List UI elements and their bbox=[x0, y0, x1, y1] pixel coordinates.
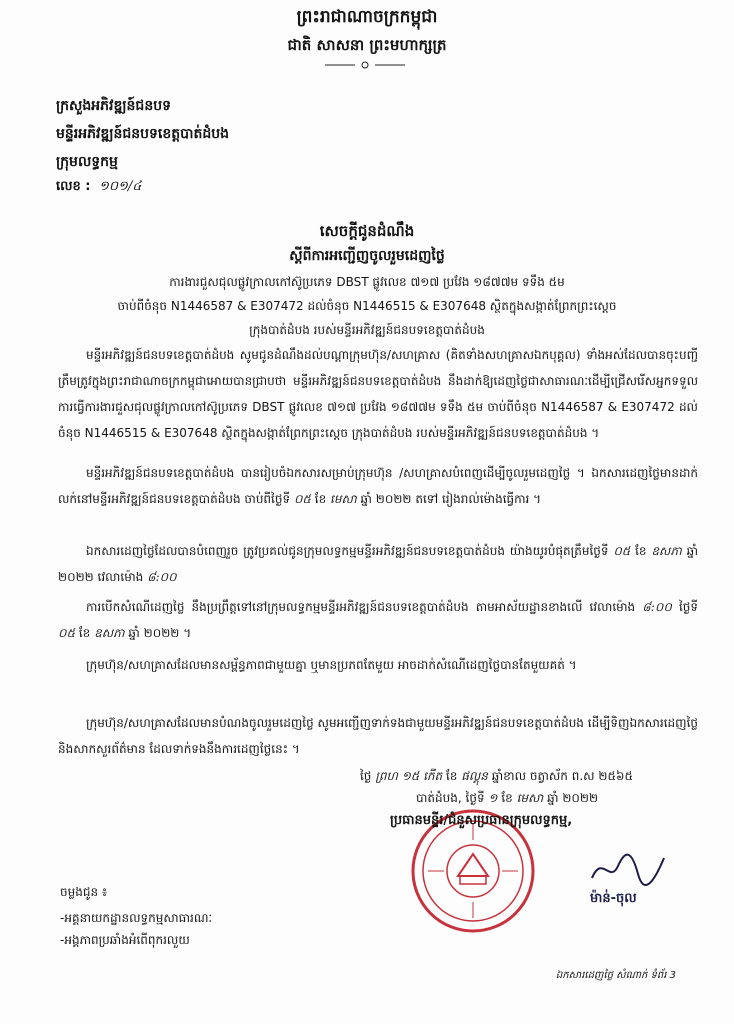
paragraph-4 bbox=[58, 594, 698, 646]
p2-day: ០៥ bbox=[293, 492, 311, 506]
signer-name: ម៉ាន់-ចុល bbox=[590, 891, 637, 906]
solar-year: ឆ្នាំ ២០២២ bbox=[547, 791, 599, 805]
project-line-3: ក្រុងបាត់ដំបង របស់មន្ទីរអភិវឌ្ឍន៍ជនបទខេត្តបាត់ដំបង bbox=[249, 323, 485, 337]
lunar-day: ព្រហ ១៥ កើត bbox=[375, 769, 443, 783]
p3-text-b: ខែ bbox=[635, 544, 647, 558]
ornament-divider bbox=[325, 60, 405, 70]
project-line-2: ចាប់ពីចំនុច N1446587 & E307472 ដល់ចំនុច N1446515 & E307648 ស្ថិតក្នុងសង្កាត់ព្រែកព្រះស្តេច bbox=[117, 299, 617, 313]
p3-time: ៨:០០ bbox=[147, 570, 177, 584]
p3-text-c: ឆ្នាំ ២០២២ វេលាម៉ោង bbox=[58, 544, 698, 584]
p4-day: ០៥ bbox=[58, 626, 75, 640]
ref-label: លេខ : bbox=[56, 179, 91, 194]
ref-value: ១០១/៤ bbox=[99, 179, 142, 194]
project-line-1: ការងារជួសជុលផ្លូវក្រាលកៅស៊ូប្រភេទ DBST ផ្លូវលេខ ៧១៧ ប្រវែង ១៨៧៧ម ទទឹង ៥ម bbox=[169, 275, 565, 289]
p3-day: ០៥ bbox=[613, 544, 631, 558]
p2-text-a: មន្ទីរអភិវឌ្ឍន៍ជនបទខេត្តបាត់ដំបង បានរៀបចំឯកសារសម្រាប់ក្រុមហ៊ុន /សហគ្រាសបំពេញដើម្បីចូលរួមដេញថ្លៃ ។ ឯកសារដេញថ្លៃមានដាក់លក់នៅមន្ទីរអភិវឌ្ឍន៍ជនបទខេត្តបាត់ដំបង ចាប់ពីថ្ងៃទី bbox=[58, 466, 698, 506]
p4-text-c: ខែ bbox=[78, 626, 91, 640]
committee-name: ក្រុមលទ្ធកម្ម bbox=[56, 154, 118, 170]
lunar-month: ផល្គុន bbox=[461, 769, 488, 783]
paragraph-6: ក្រុមហ៊ុន/សហគ្រាសដែលមានបំណងចូលរួមដេញថ្លៃ សូមអញ្ជើញទាក់ទងជាមួយមន្ទីរអភិវឌ្ឍន៍ជនបទខេត្តបាត់ដំបង ដើម្បីទិញឯកសារដេញថ្លៃ និងសាកសួរព័ត៌មាន ដែលទាក់ទងនឹងការដេញថ្លៃនេះ ។ bbox=[58, 716, 698, 756]
p4-text-b: ថ្ងៃទី bbox=[678, 600, 698, 614]
lunar-rest: ឆ្នាំខាល ចត្វាស័ក ព.ស ២៥៦៥ bbox=[491, 769, 633, 783]
p3-text-a: ឯកសារដេញថ្លៃដែលបានបំពេញរួច ត្រូវប្រគល់ជូនក្រុមលទ្ធកម្មមន្ទីរអភិវឌ្ឍន៍ជនបទខេត្តបាត់ដំបង យ៉ាងយូរបំផុតត្រឹមថ្ងៃទី bbox=[86, 544, 609, 558]
lunar-prefix: ថ្ងៃ bbox=[360, 769, 372, 783]
paragraph-3 bbox=[58, 538, 698, 590]
signer-title: ប្រធានមន្ទីរ/ជំនួសប្រធានក្រុមលទ្ធកម្ម, bbox=[390, 813, 573, 828]
lunar-month-label: ខែ bbox=[445, 769, 458, 783]
p2-month: មេសា bbox=[330, 492, 357, 506]
solar-month-label: ខែ bbox=[501, 791, 513, 805]
ministry-name: ក្រសួងអភិវឌ្ឍន៍ជនបទ bbox=[56, 98, 171, 114]
kingdom-heading: ព្រះរាជាណាចក្រកម្ពុជា bbox=[296, 7, 438, 27]
paragraph-1: មន្ទីរអភិវឌ្ឍន៍ជនបទខេត្តបាត់ដំបង សូមជូនដំណឹងដល់បណ្តាក្រុមហ៊ុន/សហគ្រាស (គិតទាំងសហគ្រាសឯកបុគ្គល) ទាំងអស់ដែលបានចុះបញ្ជីត្រឹមត្រូវក្នុងព្រះរាជាណាចក្រកម្ពុជាអោយបានជ្រាបថា មន្ទីរអភិវឌ្ឍន៍ជនបទខេត្តបាត់ដំបង នឹងដាក់ឱ្យដេញថ្លៃជាសាធារណៈដើម្បីជ្រើសរើសអ្នកទទួលការធ្វើការងារជួសជុលផ្លូវក្រាលកៅស៊ូប្រភេទ DBST ផ្លូវលេខ ៧១៧ ប្រវែង ១៨៧៧ម ទទឹង ៥ម ចាប់ពីចំនុច N1446587 & E307472 ដល់ចំនុច N1446515 & E307648 ស្ថិតក្នុងសង្កាត់ព្រែកព្រះស្តេច ក្រុងបាត់ដំបង របស់មន្ទីរអភិវឌ្ឍន៍ជនបទខេត្តបាត់ដំបង ។ bbox=[58, 348, 698, 440]
copy-recipient-2: -អង្គភាពប្រឆាំងអំពើពុករលួយ bbox=[60, 933, 190, 947]
copies-label: ចម្លងជូន ៖ bbox=[60, 885, 108, 899]
paragraph-2 bbox=[58, 460, 698, 512]
solar-day: ១ bbox=[488, 791, 498, 805]
p2-text-c: ឆ្នាំ ២០២២ តទៅ រៀងរាល់ម៉ោងធ្វើការ ។ bbox=[360, 492, 542, 506]
handwritten-signature bbox=[588, 848, 668, 888]
lunar-date bbox=[360, 768, 633, 786]
notice-subtitle: ស្តីពីការអញ្ជើញចូលរួមដេញថ្លៃ bbox=[289, 248, 445, 264]
reference-number bbox=[56, 178, 141, 197]
date-place: បាត់ដំបង, ថ្ងៃទី bbox=[416, 791, 485, 805]
copy-recipient-1: -អគ្គនាយកដ្ឋានលទ្ធកម្មសាធារណៈ bbox=[60, 911, 213, 925]
paragraph-5: ក្រុមហ៊ុន/សហគ្រាសដែលមានសម្ព័ន្ធភាពជាមួយគ្នា ឬមានប្រភពតែមួយ អាចដាក់សំណើដេញថ្លៃបានតែមួយគត់ ។ bbox=[86, 658, 577, 672]
p4-text-d: ឆ្នាំ ២០២២ ។ bbox=[128, 626, 192, 640]
notice-title: សេចក្តីជូនដំណឹង bbox=[319, 222, 415, 240]
department-name: មន្ទីរអភិវឌ្ឍន៍ជនបទខេត្តបាត់ដំបង bbox=[56, 126, 230, 142]
p4-time: ៨:០០ bbox=[642, 600, 672, 614]
solar-month: មេសា bbox=[516, 791, 544, 805]
motto-heading: ជាតិ សាសនា ព្រះមហាក្សត្រ bbox=[287, 36, 447, 54]
page-footer: ឯកសារដេញថ្លៃ សំណាក់ ទំព័រ 3 bbox=[555, 970, 676, 981]
p4-month: ឧសភា bbox=[94, 626, 125, 640]
p4-text-a: ការបើកសំណើដេញថ្លៃ នឹងប្រព្រឹត្តទៅនៅក្រុមលទ្ធកម្មមន្ទីរអភិវឌ្ឍន៍ជនបទខេត្តបាត់ដំបង តាមអាស័យដ្ឋានខាងលើ វេលាម៉ោង bbox=[86, 600, 636, 614]
p3-month: ឧសភា bbox=[651, 544, 682, 558]
p2-text-b: ខែ bbox=[314, 492, 327, 506]
